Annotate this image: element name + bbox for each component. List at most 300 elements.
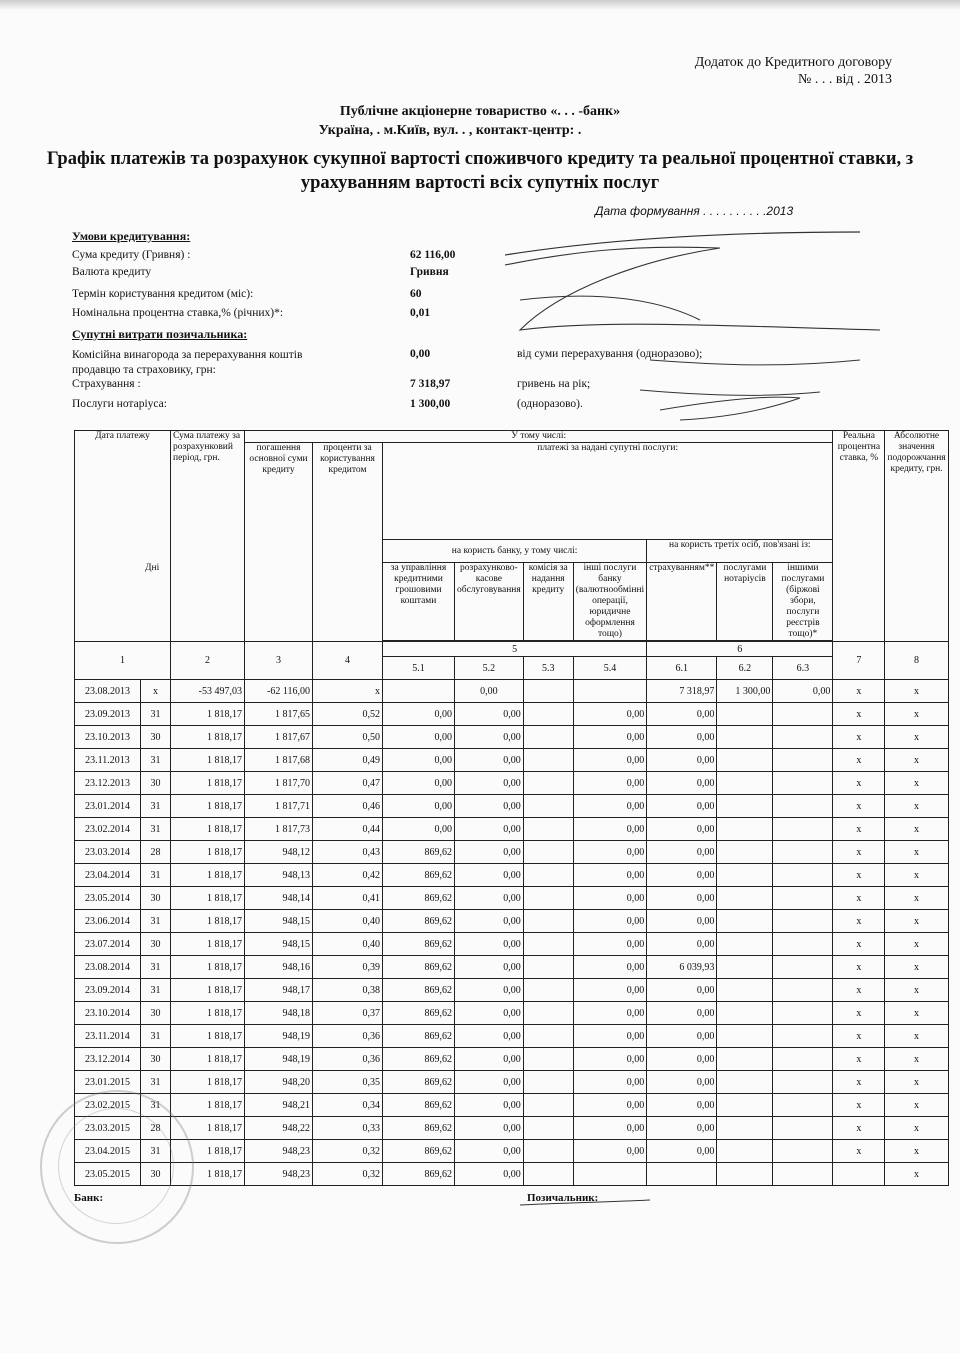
- cell-interest: 0,36: [313, 1025, 383, 1048]
- cell-c8: x: [885, 703, 948, 726]
- payment-schedule-table: [74, 430, 949, 1186]
- cell-c7: x: [833, 910, 885, 933]
- header-5-4: інші послуги банку (валютнообмінні операції, юридичне оформлення тощо): [573, 563, 646, 641]
- cell-c7: x: [833, 726, 885, 749]
- document-title: Графік платежів та розрахунок сукупної вартості споживчого кредиту та реальної процентної ставки, з урахуванням вартості всіх супутніх послуг: [46, 149, 914, 193]
- cell-days: 31: [141, 795, 171, 818]
- cell-c51: 869,62: [383, 1025, 455, 1048]
- cell-c51: 869,62: [383, 1140, 455, 1163]
- cell-c52: 0,00: [455, 703, 524, 726]
- cell-date: 23.04.2014: [75, 864, 141, 887]
- cell-c51: 869,62: [383, 1117, 455, 1140]
- cell-c52: 0,00: [455, 1002, 524, 1025]
- cell-c63: [773, 933, 833, 956]
- header-date-label: Дата платежу: [95, 431, 150, 441]
- cell-c63: [773, 910, 833, 933]
- cell-date: 23.03.2015: [75, 1117, 141, 1140]
- cell-days: 31: [141, 956, 171, 979]
- table-row: [75, 795, 949, 818]
- cell-c62: [717, 772, 773, 795]
- cell-c51: 869,62: [383, 910, 455, 933]
- cell-c7: x: [833, 1071, 885, 1094]
- cell-c8: x: [885, 887, 948, 910]
- cell-c7: x: [833, 749, 885, 772]
- cell-interest: 0,47: [313, 772, 383, 795]
- cell-c62: [717, 979, 773, 1002]
- schedule-body: [75, 680, 949, 1186]
- cell-c62: [717, 1048, 773, 1071]
- term-label: Номінальна процентна ставка,% (річних)*:: [72, 307, 284, 319]
- col-number: 6.3: [773, 657, 833, 680]
- cell-c51: 869,62: [383, 979, 455, 1002]
- cell-date: 23.06.2014: [75, 910, 141, 933]
- cell-c51: 0,00: [383, 749, 455, 772]
- cell-c8: x: [885, 749, 948, 772]
- cell-c51: 0,00: [383, 726, 455, 749]
- cell-c54: 0,00: [573, 887, 646, 910]
- cell-c63: [773, 1002, 833, 1025]
- cell-c54: 0,00: [573, 726, 646, 749]
- cell-date: 23.12.2014: [75, 1048, 141, 1071]
- cell-principal: 948,14: [245, 887, 313, 910]
- cell-c52: 0,00: [455, 1117, 524, 1140]
- cell-c52: 0,00: [455, 887, 524, 910]
- cell-sum: 1 818,17: [171, 1140, 245, 1163]
- date-formed: Дата формування . . . . . . . . . .2013: [595, 204, 794, 218]
- table-row: [75, 1140, 949, 1163]
- cell-c63: [773, 818, 833, 841]
- cell-interest: 0,38: [313, 979, 383, 1002]
- cell-c54: 0,00: [573, 1140, 646, 1163]
- cell-principal: 1 817,71: [245, 795, 313, 818]
- cell-c63: [773, 1163, 833, 1186]
- cell-c62: [717, 1163, 773, 1186]
- table-row: [75, 933, 949, 956]
- cell-c53: [523, 1163, 573, 1186]
- cell-date: 23.05.2015: [75, 1163, 141, 1186]
- cell-c8: x: [885, 772, 948, 795]
- cell-c62: [717, 749, 773, 772]
- cell-days: 31: [141, 749, 171, 772]
- col-number: 1: [75, 642, 171, 680]
- cell-interest: 0,32: [313, 1140, 383, 1163]
- cell-c51: 869,62: [383, 956, 455, 979]
- cell-sum: 1 818,17: [171, 1025, 245, 1048]
- cell-days: 31: [141, 1071, 171, 1094]
- table-row: [75, 887, 949, 910]
- cell-date: 23.04.2015: [75, 1140, 141, 1163]
- cell-c53: [523, 680, 573, 703]
- table-row: [75, 818, 949, 841]
- table-row: [75, 680, 949, 703]
- cell-sum: 1 818,17: [171, 772, 245, 795]
- cell-c51: 869,62: [383, 1071, 455, 1094]
- cell-days: 30: [141, 933, 171, 956]
- cell-c61: 0,00: [647, 1071, 717, 1094]
- cell-c63: [773, 864, 833, 887]
- col-number: 5.3: [523, 657, 573, 680]
- cell-sum: 1 818,17: [171, 1048, 245, 1071]
- cell-c54: 0,00: [573, 841, 646, 864]
- cell-principal: 948,17: [245, 979, 313, 1002]
- cell-sum: -53 497,03: [171, 680, 245, 703]
- cell-date: 23.08.2014: [75, 956, 141, 979]
- cell-c63: [773, 1117, 833, 1140]
- cell-c63: [773, 749, 833, 772]
- cell-c8: x: [885, 818, 948, 841]
- cell-days: 31: [141, 864, 171, 887]
- cell-c61: 0,00: [647, 841, 717, 864]
- cell-c54: 0,00: [573, 1048, 646, 1071]
- cell-c54: 0,00: [573, 818, 646, 841]
- cell-c61: 0,00: [647, 1048, 717, 1071]
- cell-c62: [717, 841, 773, 864]
- cell-c62: [717, 956, 773, 979]
- cell-c7: x: [833, 795, 885, 818]
- cell-c51: 869,62: [383, 1048, 455, 1071]
- cell-sum: 1 818,17: [171, 1163, 245, 1186]
- col-number: 5: [383, 642, 647, 657]
- cell-c52: 0,00: [455, 1071, 524, 1094]
- cell-c54: 0,00: [573, 956, 646, 979]
- cell-interest: 0,41: [313, 887, 383, 910]
- cell-interest: 0,50: [313, 726, 383, 749]
- cell-c53: [523, 956, 573, 979]
- cell-c7: x: [833, 818, 885, 841]
- col-number: 5.2: [455, 657, 524, 680]
- cell-c54: 0,00: [573, 795, 646, 818]
- header-sum: Сума платежу за розрахунковий період, грн.: [171, 431, 245, 642]
- cell-date: 23.10.2013: [75, 726, 141, 749]
- cell-sum: 1 818,17: [171, 910, 245, 933]
- col-number: 5.4: [573, 657, 646, 680]
- cell-date: 23.02.2015: [75, 1094, 141, 1117]
- cell-c53: [523, 864, 573, 887]
- cell-date: 23.01.2015: [75, 1071, 141, 1094]
- cell-c52: 0,00: [455, 1094, 524, 1117]
- cell-c63: [773, 841, 833, 864]
- cell-c8: x: [885, 1048, 948, 1071]
- table-row: [75, 864, 949, 887]
- cell-c63: [773, 1071, 833, 1094]
- cell-days: 31: [141, 1025, 171, 1048]
- cell-c52: 0,00: [455, 818, 524, 841]
- cell-c7: x: [833, 887, 885, 910]
- cell-c53: [523, 910, 573, 933]
- cell-c8: x: [885, 1094, 948, 1117]
- cell-c53: [523, 1094, 573, 1117]
- cell-c61: 0,00: [647, 979, 717, 1002]
- table-row: [75, 910, 949, 933]
- cell-date: 23.10.2014: [75, 1002, 141, 1025]
- cell-sum: 1 818,17: [171, 818, 245, 841]
- cell-c61: 0,00: [647, 772, 717, 795]
- col-number: 6: [647, 642, 833, 657]
- cell-c51: 869,62: [383, 887, 455, 910]
- cell-c51: 0,00: [383, 818, 455, 841]
- cell-c52: 0,00: [455, 680, 524, 703]
- cell-c7: [833, 1163, 885, 1186]
- cell-principal: 1 817,67: [245, 726, 313, 749]
- cell-principal: 1 817,68: [245, 749, 313, 772]
- cell-c7: x: [833, 979, 885, 1002]
- cell-sum: 1 818,17: [171, 979, 245, 1002]
- cell-principal: 948,21: [245, 1094, 313, 1117]
- org-address: Україна, . м.Київ, вул. . , контакт-центр: .: [318, 123, 582, 138]
- cell-c54: 0,00: [573, 772, 646, 795]
- cell-sum: 1 818,17: [171, 956, 245, 979]
- cell-c62: [717, 1140, 773, 1163]
- cell-c53: [523, 726, 573, 749]
- col-number: 5.1: [383, 657, 455, 680]
- cell-c54: 0,00: [573, 933, 646, 956]
- cell-c8: x: [885, 726, 948, 749]
- term-value: 62 116,00: [410, 249, 456, 261]
- cell-date: 23.07.2014: [75, 933, 141, 956]
- cell-c63: [773, 1094, 833, 1117]
- cell-interest: 0,42: [313, 864, 383, 887]
- cell-c53: [523, 1002, 573, 1025]
- table-row: [75, 1048, 949, 1071]
- cell-c53: [523, 1048, 573, 1071]
- cell-principal: 948,12: [245, 841, 313, 864]
- cell-days: 28: [141, 1117, 171, 1140]
- cell-sum: 1 818,17: [171, 864, 245, 887]
- cell-c63: [773, 956, 833, 979]
- cell-c52: 0,00: [455, 795, 524, 818]
- appendix-line-1: Додаток до Кредитного договору: [694, 55, 892, 70]
- cell-days: x: [141, 680, 171, 703]
- cell-c54: 0,00: [573, 1025, 646, 1048]
- cell-principal: 948,23: [245, 1140, 313, 1163]
- cell-days: 31: [141, 979, 171, 1002]
- cell-c62: [717, 1002, 773, 1025]
- header-5-2: розрахунково-касове обслуговування: [455, 563, 524, 641]
- table-row: [75, 1117, 949, 1140]
- cell-c53: [523, 795, 573, 818]
- cell-c7: x: [833, 1048, 885, 1071]
- cell-c63: [773, 726, 833, 749]
- cell-c61: [647, 1163, 717, 1186]
- term-label: Сума кредиту (Гривня) :: [72, 249, 191, 261]
- cell-c52: 0,00: [455, 749, 524, 772]
- header-6-1: страхуванням**: [647, 563, 717, 641]
- cell-c63: [773, 1048, 833, 1071]
- cell-c8: x: [885, 841, 948, 864]
- cell-principal: 1 817,73: [245, 818, 313, 841]
- cell-date: 23.03.2014: [75, 841, 141, 864]
- cell-c53: [523, 1117, 573, 1140]
- cell-date: 23.11.2014: [75, 1025, 141, 1048]
- header-interest: проценти за користування кредитом: [313, 443, 383, 642]
- cell-c8: x: [885, 1140, 948, 1163]
- cell-days: 30: [141, 1163, 171, 1186]
- cell-principal: 1 817,70: [245, 772, 313, 795]
- cell-c53: [523, 1025, 573, 1048]
- cell-date: 23.02.2014: [75, 818, 141, 841]
- cell-c54: 0,00: [573, 864, 646, 887]
- cell-interest: 0,52: [313, 703, 383, 726]
- header-5-1: за управління кредитними грошовими коштами: [383, 563, 455, 641]
- cell-c62: [717, 1117, 773, 1140]
- cell-c61: 7 318,97: [647, 680, 717, 703]
- cell-c62: [717, 933, 773, 956]
- cell-c52: 0,00: [455, 1048, 524, 1071]
- term-value: 60: [410, 288, 422, 300]
- cell-c7: x: [833, 772, 885, 795]
- header-6-2: послугами нотаріусів: [717, 563, 773, 641]
- cell-c62: [717, 1025, 773, 1048]
- cell-sum: 1 818,17: [171, 887, 245, 910]
- col-number: 7: [833, 642, 885, 680]
- cell-date: 23.01.2014: [75, 795, 141, 818]
- cost-value: 7 318,97: [410, 378, 451, 390]
- cell-sum: 1 818,17: [171, 795, 245, 818]
- cell-interest: 0,35: [313, 1071, 383, 1094]
- cell-sum: 1 818,17: [171, 841, 245, 864]
- cell-c7: x: [833, 680, 885, 703]
- cell-c51: 0,00: [383, 703, 455, 726]
- table-row: [75, 726, 949, 749]
- cell-c53: [523, 933, 573, 956]
- cell-sum: 1 818,17: [171, 1071, 245, 1094]
- cost-note: гривень на рік;: [517, 378, 591, 390]
- cell-c61: 0,00: [647, 933, 717, 956]
- cell-c7: x: [833, 1025, 885, 1048]
- cell-c61: 0,00: [647, 795, 717, 818]
- table-row: [75, 841, 949, 864]
- table-row: [75, 749, 949, 772]
- cell-principal: 948,15: [245, 910, 313, 933]
- cell-c53: [523, 887, 573, 910]
- cost-label: Комісійна винагорода за перерахування коштів продавцю та страховику, грн:: [72, 349, 303, 376]
- cell-c62: [717, 726, 773, 749]
- appendix-line-2: № . . . від . 2013: [798, 72, 892, 87]
- cell-c8: x: [885, 1163, 948, 1186]
- cell-c61: 0,00: [647, 1140, 717, 1163]
- cell-interest: 0,39: [313, 956, 383, 979]
- cell-c7: x: [833, 1094, 885, 1117]
- cell-c8: x: [885, 933, 948, 956]
- cell-days: 31: [141, 703, 171, 726]
- cell-date: 23.05.2014: [75, 887, 141, 910]
- cell-c54: 0,00: [573, 910, 646, 933]
- cell-date: 23.09.2014: [75, 979, 141, 1002]
- col-number: 8: [885, 642, 948, 680]
- cell-c51: 869,62: [383, 1002, 455, 1025]
- cell-c51: [383, 680, 455, 703]
- cell-c54: 0,00: [573, 979, 646, 1002]
- term-label: Валюта кредиту: [72, 266, 152, 278]
- cell-c52: 0,00: [455, 726, 524, 749]
- cell-c63: [773, 703, 833, 726]
- cell-c53: [523, 1140, 573, 1163]
- cell-c51: 0,00: [383, 795, 455, 818]
- cell-c51: 869,62: [383, 1094, 455, 1117]
- cell-c61: 0,00: [647, 864, 717, 887]
- costs-section-title: Супутні витрати позичальника:: [72, 327, 248, 341]
- borrower-signature-label: Позичальник:: [527, 1192, 599, 1204]
- table-row: [75, 979, 949, 1002]
- cell-interest: 0,34: [313, 1094, 383, 1117]
- cell-c8: x: [885, 910, 948, 933]
- cell-interest: 0,40: [313, 933, 383, 956]
- cell-c61: 0,00: [647, 726, 717, 749]
- header-6-3: іншими послугами (біржові збори, послуги реєстрів тощо)*: [773, 563, 833, 641]
- cell-sum: 1 818,17: [171, 749, 245, 772]
- cell-c62: [717, 1071, 773, 1094]
- cell-c8: x: [885, 979, 948, 1002]
- cell-c54: 0,00: [573, 703, 646, 726]
- cell-c62: [717, 910, 773, 933]
- cell-principal: 948,23: [245, 1163, 313, 1186]
- table-row: [75, 1002, 949, 1025]
- cell-days: 28: [141, 841, 171, 864]
- cell-c54: 0,00: [573, 1094, 646, 1117]
- cell-c61: 0,00: [647, 1117, 717, 1140]
- cell-principal: 948,15: [245, 933, 313, 956]
- cell-sum: 1 818,17: [171, 933, 245, 956]
- cell-date: 23.11.2013: [75, 749, 141, 772]
- cell-interest: x: [313, 680, 383, 703]
- cell-interest: 0,43: [313, 841, 383, 864]
- header-real-rate: Реальна процентна ставка, %: [833, 431, 885, 642]
- cost-value: 0,00: [410, 348, 431, 360]
- cell-c53: [523, 841, 573, 864]
- cell-sum: 1 818,17: [171, 1117, 245, 1140]
- header-bank: на користь банку, у тому числі:: [383, 540, 647, 563]
- cell-c63: [773, 772, 833, 795]
- cell-c7: x: [833, 1002, 885, 1025]
- cell-principal: 948,20: [245, 1071, 313, 1094]
- term-value: Гривня: [410, 266, 449, 278]
- term-label: Термін користування кредитом (міс):: [72, 288, 254, 300]
- cell-days: 30: [141, 1048, 171, 1071]
- header-services: платежі за надані супутні послуги:: [383, 443, 833, 540]
- cell-c62: [717, 864, 773, 887]
- cell-principal: 1 817,65: [245, 703, 313, 726]
- cost-value: 1 300,00: [410, 398, 451, 410]
- cell-principal: 948,22: [245, 1117, 313, 1140]
- cell-principal: 948,18: [245, 1002, 313, 1025]
- cell-principal: 948,19: [245, 1048, 313, 1071]
- table-row: [75, 1094, 949, 1117]
- cell-c54: 0,00: [573, 1071, 646, 1094]
- cell-c8: x: [885, 864, 948, 887]
- cell-interest: 0,33: [313, 1117, 383, 1140]
- cell-c62: [717, 818, 773, 841]
- cell-principal: 948,16: [245, 956, 313, 979]
- cell-interest: 0,37: [313, 1002, 383, 1025]
- cell-c61: 0,00: [647, 1002, 717, 1025]
- cell-c62: [717, 795, 773, 818]
- cell-c52: 0,00: [455, 1025, 524, 1048]
- cell-c62: [717, 1094, 773, 1117]
- header-incl: У тому числі:: [245, 431, 833, 443]
- cell-interest: 0,32: [313, 1163, 383, 1186]
- cell-c7: x: [833, 1140, 885, 1163]
- table-row: [75, 703, 949, 726]
- cell-principal: 948,19: [245, 1025, 313, 1048]
- cell-c61: 0,00: [647, 1025, 717, 1048]
- terms-section-title: Умови кредитування:: [72, 229, 191, 243]
- cell-c52: 0,00: [455, 979, 524, 1002]
- header-5-3: комісія за надання кредиту: [523, 563, 573, 641]
- cell-c8: x: [885, 1117, 948, 1140]
- header-principal: погашення основної суми кредиту: [245, 443, 313, 642]
- cell-c63: 0,00: [773, 680, 833, 703]
- col-number: 2: [171, 642, 245, 680]
